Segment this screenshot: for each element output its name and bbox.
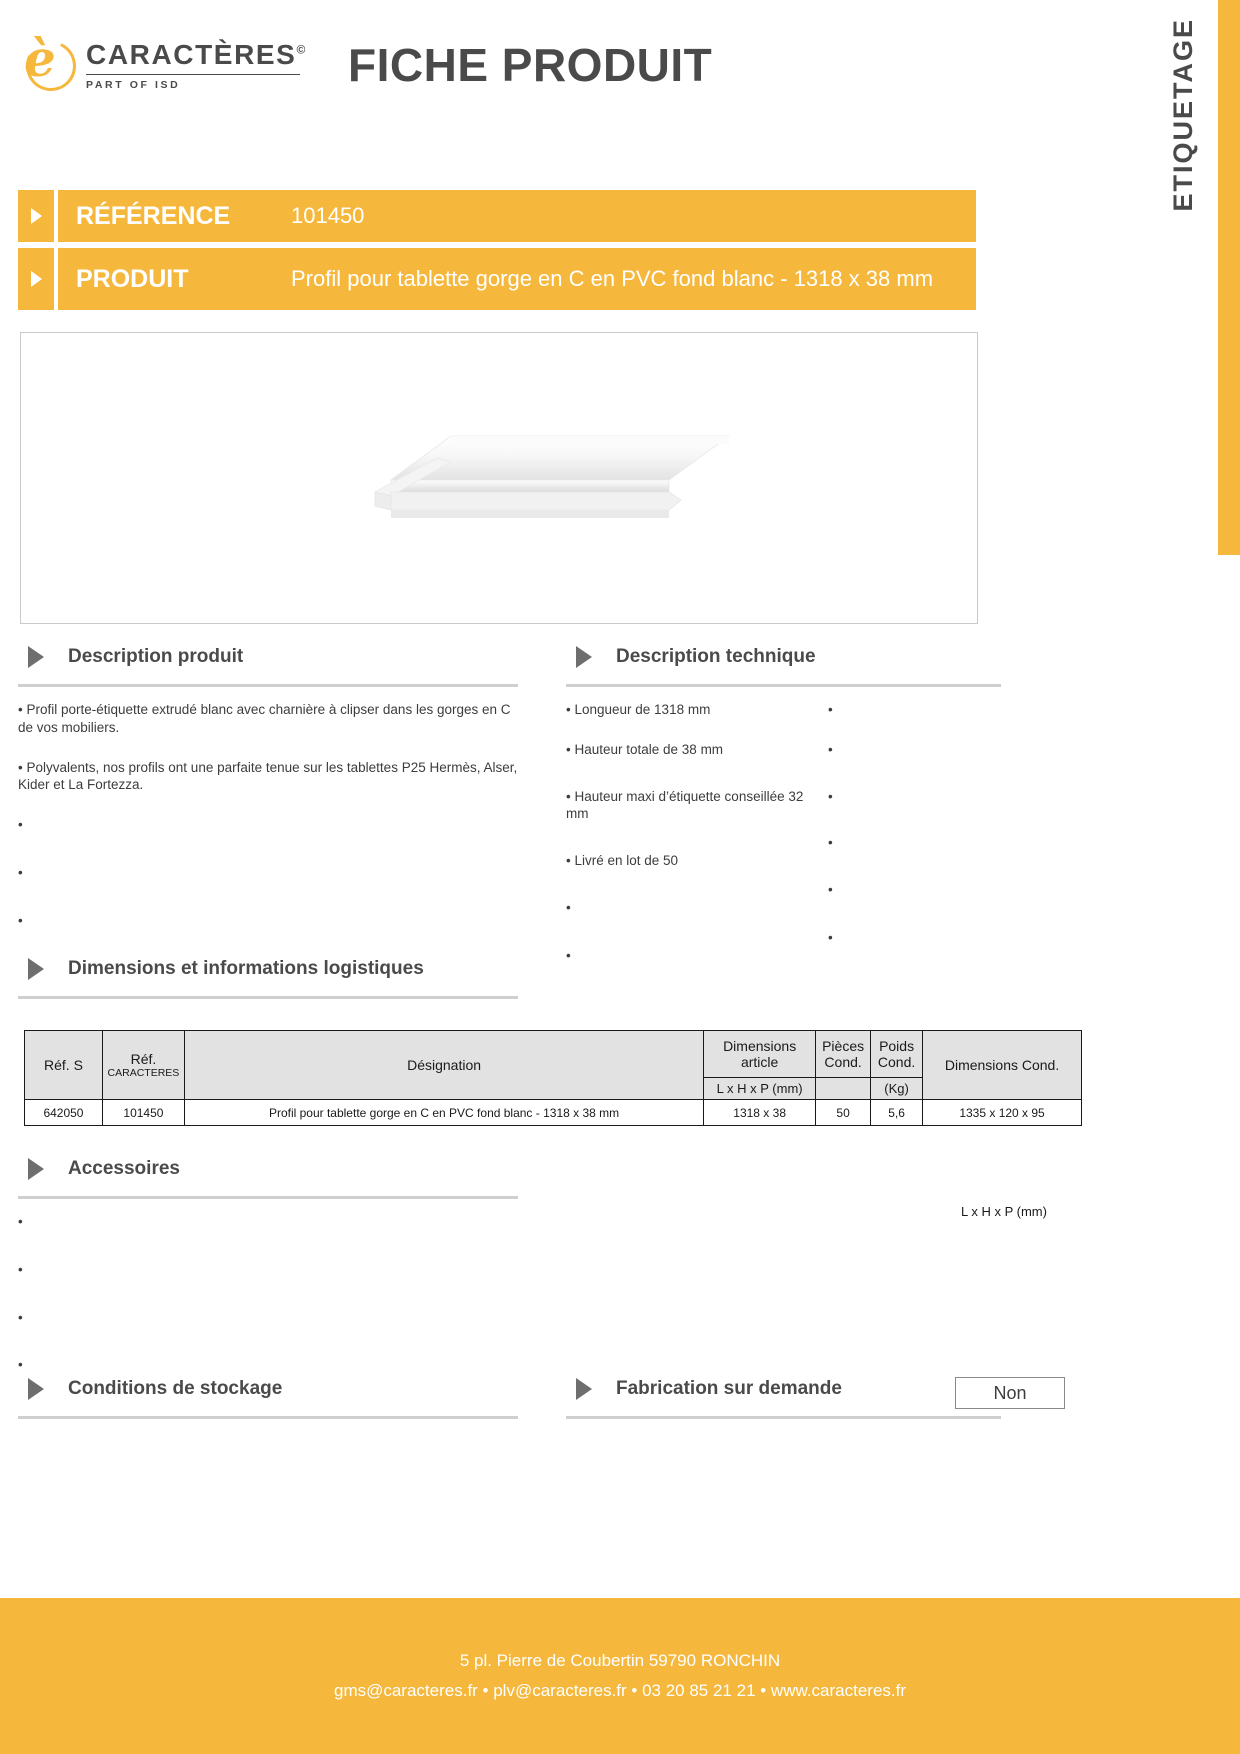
logistics-heading: [18, 952, 518, 986]
logo-e-glyph: è: [24, 29, 56, 88]
product-bar: [18, 248, 976, 310]
description-produit-title: Description produit: [68, 646, 244, 667]
conditions-stockage-title: Conditions de stockage: [68, 1378, 283, 1399]
description-technique-list-secondary: [828, 701, 948, 995]
list-item: •: [828, 882, 833, 898]
description-produit-list: [18, 701, 518, 930]
section-arrow-icon: [576, 1378, 592, 1400]
section-accessoires: [18, 1152, 518, 1404]
product-image-frame: [20, 332, 978, 624]
reference-bar: [18, 190, 976, 242]
header-dimensions-article: Dimensions article: [704, 1031, 816, 1078]
section-description-technique: [566, 640, 1001, 995]
header-ref-s: Réf. S: [25, 1031, 103, 1100]
table-row: [25, 1100, 1082, 1126]
product-photo: [351, 418, 731, 548]
list-item: •: [828, 930, 833, 946]
description-produit-heading: [18, 640, 518, 674]
product-bar-body: [58, 248, 976, 310]
brand-name: [86, 39, 307, 71]
header-dimensions-cond-main: Dimensions Cond.: [944, 1057, 1060, 1073]
description-technique-columns: [566, 687, 1001, 995]
list-item: •: [18, 1309, 23, 1325]
list-item: •: [18, 1357, 23, 1373]
list-item: • Polyvalents, nos profils ont une parfaite tenue sur les tablettes P25 Hermès, Alser, Kider et La Fortezza.: [18, 759, 518, 793]
category-vertical-text: ETIQUETAGE: [1167, 18, 1198, 212]
header-designation: Désignation: [184, 1031, 703, 1100]
section-logistics: [18, 952, 518, 999]
cell-pieces-cond: 50: [816, 1100, 871, 1126]
reference-arrow-icon: [18, 190, 54, 242]
brand-copyright-icon: ©: [296, 42, 307, 57]
list-item: • Hauteur maxi d’étiquette conseillée 32 mm: [566, 788, 804, 822]
product-arrow-icon: [18, 248, 54, 310]
list-item: •: [18, 865, 23, 881]
section-divider: [18, 996, 518, 999]
cell-ref-caracteres: 101450: [102, 1100, 184, 1126]
brand-divider: [86, 74, 300, 75]
brand-name-text: CARACTÈRES: [86, 39, 297, 70]
section-arrow-icon: [28, 1158, 44, 1180]
list-item: •: [566, 900, 571, 916]
table-header-row: [25, 1031, 1082, 1078]
product-value: Profil pour tablette gorge en C en PVC fond blanc - 1318 x 38 mm: [291, 266, 934, 292]
logistics-title: Dimensions et informations logistiques: [68, 958, 424, 979]
accessoires-heading: [18, 1152, 518, 1186]
page-title: FICHE PRODUIT: [348, 39, 713, 91]
header-poids-cond: Poids Cond.: [871, 1031, 923, 1078]
category-vertical-label: [1156, 18, 1210, 278]
list-item: •: [18, 1261, 23, 1277]
fabrication-value: Non: [993, 1382, 1027, 1403]
footer-address: 5 pl. Pierre de Coubertin 59790 RONCHIN: [459, 1651, 781, 1671]
cell-dimensions-cond: 1335 x 120 x 95: [923, 1100, 1082, 1126]
list-item: • Livré en lot de 50: [566, 853, 679, 869]
section-divider: [566, 1416, 1001, 1419]
right-accent-bar: [1218, 0, 1240, 555]
header-dimensions-cond: [923, 1031, 1082, 1100]
header-ref-caracteres: [102, 1031, 184, 1100]
section-divider: [18, 684, 518, 687]
list-item: •: [828, 702, 833, 717]
brand-logo-text: [86, 39, 307, 91]
logistics-table: [24, 1030, 1082, 1126]
header-pieces-cond: Pièces Cond.: [816, 1031, 871, 1078]
section-divider: [18, 1196, 518, 1199]
fabrication-value-box[interactable]: [955, 1377, 1065, 1409]
section-description-produit: [18, 640, 518, 960]
brand-tagline: PART OF ISD: [86, 79, 181, 91]
cell-poids-cond: 5,6: [871, 1100, 923, 1126]
footer-contact: gms@caracteres.fr • plv@caracteres.fr • 03 20 85 21 21 • www.caracteres.fr: [333, 1681, 907, 1700]
logistics-table-body: [25, 1100, 1082, 1126]
list-item: •: [18, 912, 23, 928]
product-label: PRODUIT: [76, 264, 189, 293]
page-header: [0, 0, 1090, 130]
subheader-pieces-cond: [816, 1078, 871, 1100]
section-conditions-stockage: [18, 1372, 518, 1419]
section-arrow-icon: [28, 958, 44, 980]
subheader-poids-cond: (Kg): [871, 1078, 923, 1100]
accessoires-list: [18, 1213, 518, 1374]
list-item: • Profil porte-étiquette extrudé blanc avec charnière à clipser dans les gorges en C de vos mobiliers.: [18, 702, 511, 735]
description-technique-list: [566, 701, 816, 995]
reference-value: 101450: [291, 203, 365, 229]
list-item: •: [18, 1214, 23, 1229]
cell-designation: Profil pour tablette gorge en C en PVC fond blanc - 1318 x 38 mm: [184, 1100, 703, 1126]
description-technique-heading: [566, 640, 1001, 674]
section-arrow-icon: [576, 646, 592, 668]
list-item: • Hauteur totale de 38 mm: [566, 741, 724, 757]
section-arrow-icon: [28, 646, 44, 668]
conditions-stockage-heading: [18, 1372, 518, 1406]
list-item: •: [566, 947, 571, 963]
fabrication-heading: [566, 1372, 1001, 1406]
list-item: • Longueur de 1318 mm: [566, 702, 711, 717]
list-item: •: [828, 788, 833, 804]
fabrication-title: Fabrication sur demande: [616, 1378, 842, 1399]
list-item: •: [18, 817, 23, 833]
brand-logo: [18, 29, 308, 98]
section-arrow-icon: [28, 1378, 44, 1400]
subheader-dimensions-article: L x H x P (mm): [704, 1078, 816, 1100]
accessoires-title: Accessoires: [68, 1158, 180, 1179]
page-footer: [0, 1598, 1240, 1754]
cell-dimensions-article: 1318 x 38: [704, 1100, 816, 1126]
caracteres-e-logo-icon: [18, 29, 80, 98]
list-item: •: [828, 741, 833, 757]
header-ref-caracteres-sub: CARACTERES: [107, 1067, 180, 1079]
description-technique-title: Description technique: [616, 646, 816, 667]
cell-ref-s: 642050: [25, 1100, 103, 1126]
header-ref-caracteres-main: Réf.: [130, 1051, 157, 1067]
subheader-dimensions-cond: L x H x P (mm): [961, 1204, 1047, 1219]
list-item: •: [828, 835, 833, 851]
section-fabrication: [566, 1372, 1001, 1419]
section-divider: [18, 1416, 518, 1419]
logistics-table-head: [25, 1031, 1082, 1100]
reference-bar-body: [58, 190, 976, 242]
reference-label: RÉFÉRENCE: [76, 201, 231, 230]
